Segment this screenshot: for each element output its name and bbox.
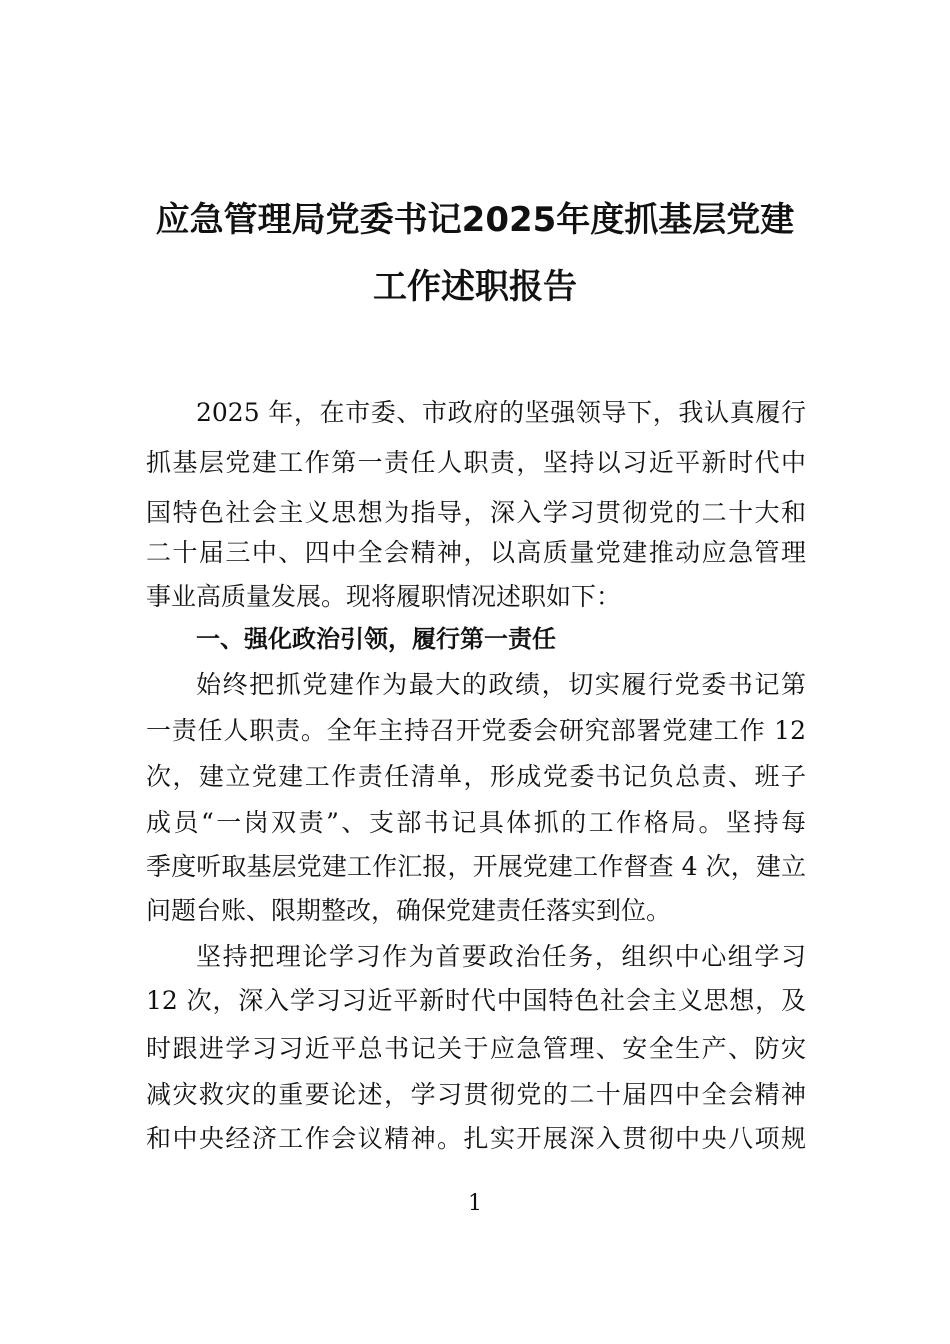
paragraph-line: 季度听取基层党建工作汇报，开展党建工作督查 4 次，建立 [146, 852, 806, 881]
intro-line: 抓基层党建工作第一责任人职责，坚持以习近平新时代中 [146, 448, 806, 477]
paragraph-line: 坚持把理论学习作为首要政治任务，组织中心组学习 [196, 942, 806, 971]
paragraph-line: 减灾救灾的重要论述，学习贯彻党的二十届四中全会精神 [146, 1080, 806, 1109]
paragraph-line: 时跟进学习习近平总书记关于应急管理、安全生产、防灾 [146, 1034, 806, 1063]
paragraph-line: 和中央经济工作会议精神。扎实开展深入贯彻中央八项规 [146, 1124, 806, 1153]
paragraph-line: 问题台账、限期整改，确保党建责任落实到位。 [146, 896, 672, 925]
intro-line: 事业高质量发展。现将履职情况述职如下： [146, 582, 622, 611]
page-number: 1 [468, 1191, 482, 1216]
intro-line: 国特色社会主义思想为指导，深入学习贯彻党的二十大和 [146, 498, 806, 527]
paragraph-line: 始终把抓党建作为最大的政绩，切实履行党委书记第 [196, 670, 806, 699]
paragraph-line: 一责任人职责。全年主持召开党委会研究部署党建工作 12 [146, 716, 806, 745]
paragraph-line: 12 次，深入学习习近平新时代中国特色社会主义思想，及 [146, 986, 806, 1015]
intro-line: 二十届三中、四中全会精神，以高质量党建推动应急管理 [146, 538, 806, 567]
section-heading: 一、强化政治引领，履行第一责任 [196, 625, 556, 653]
paragraph-line: 成员“一岗双责”、支部书记具体抓的工作格局。坚持每 [146, 808, 806, 837]
document-title-line-2: 工作述职报告 [373, 267, 577, 307]
document-title-line-1: 应急管理局党委书记2025年度抓基层党建 [155, 200, 795, 240]
paragraph-line: 次，建立党建工作责任清单，形成党委书记负总责、班子 [146, 762, 806, 791]
intro-line: 2025 年，在市委、市政府的坚强领导下，我认真履行 [196, 398, 806, 427]
